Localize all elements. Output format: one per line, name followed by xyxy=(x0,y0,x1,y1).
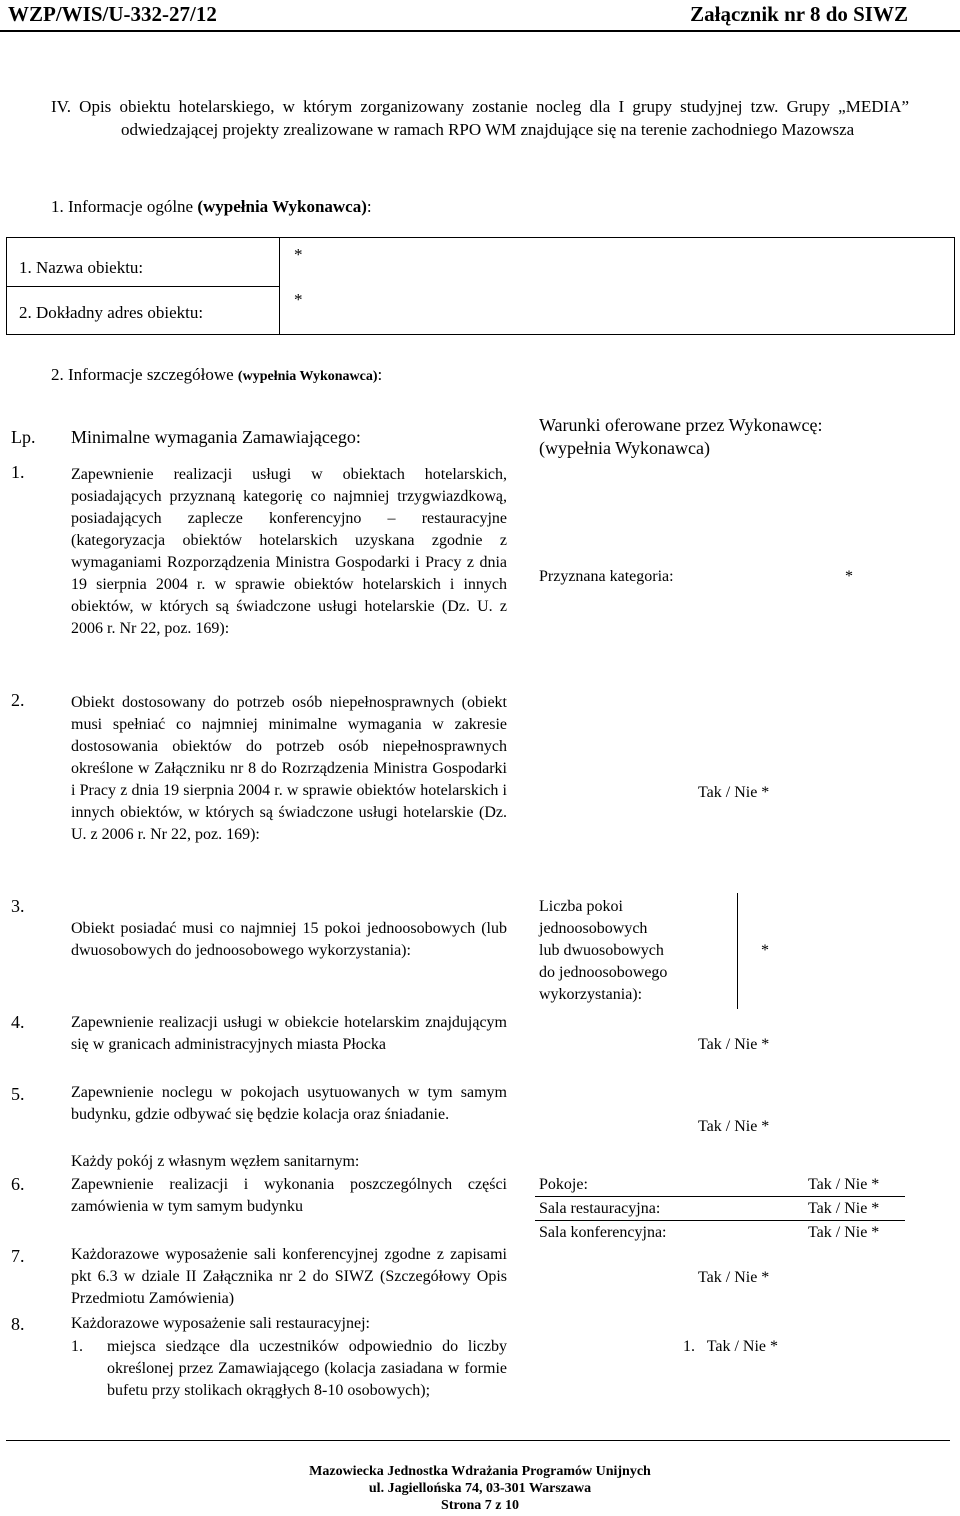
row-2-number: 2. xyxy=(11,690,25,710)
row-3-offer-label-line: lub dwuosobowych xyxy=(539,942,664,959)
section-detailed-colon: : xyxy=(377,365,383,384)
row-6-offer-rooms-value[interactable]: Tak / Nie * xyxy=(808,1176,880,1193)
column-header-conditions xyxy=(539,414,823,460)
row-3-offer-label xyxy=(539,896,667,1006)
section-detailed-note: (wypełnia Wykonawca) xyxy=(237,369,378,384)
intro-text: IV. Opis obiektu hotelarskiego, w którym zorganizowany zostanie nocleg dla I grupy studyjnej tzw. Grupy „MEDIA” odwiedzającej projekty zrealizowane w ramach RPO WM znajdujące się na terenie zachodniego Mazowsza xyxy=(51,97,909,139)
footer-page-number: Strona 7 z 10 xyxy=(441,1498,519,1513)
general-table-divider xyxy=(279,238,280,334)
column-header-requirements: Minimalne wymagania Zamawiającego: xyxy=(71,427,361,447)
document-code: WZP/WIS/U-332-27/12 xyxy=(8,2,217,26)
row-1-number: 1. xyxy=(11,462,25,482)
row-2-offer[interactable]: Tak / Nie * xyxy=(698,784,770,801)
row-6-offer-rule xyxy=(535,1220,905,1221)
footer-organization: Mazowiecka Jednostka Wdrażania Programów Unijnych xyxy=(309,1464,651,1479)
row-7-offer[interactable]: Tak / Nie * xyxy=(698,1269,770,1286)
row-3-number: 3. xyxy=(11,896,25,916)
row-7-requirement: Każdorazowe wyposażenie sali konferencyjnej zgodne z zapisami pkt 6.3 w dziale II Załącznika nr 2 do SIWZ (Szczegółowy Opis Przedmiotu Zamówienia) xyxy=(71,1246,507,1307)
row-1-requirement: Zapewnienie realizacji usługi w obiektach hotelarskich, posiadających przyznaną kategorię co najmniej trzygwiazdkową, posiadających zaplecze konferencyjno – restauracyjne (kategoryzacja obiektów hotelarskich uzyskana zgodnie z wymaganiami Rozporządzenia Ministra Gospodarki i Pracy z dnia 19 sierpnia 2004 r. w sprawie obiektów hotelarskich i innych obiektów, w których są świadczone usługi hotelarskie (Dz. U. z 2006 r. Nr 22, poz. 169): xyxy=(71,466,507,637)
object-name-label: 1. Nazwa obiektu: xyxy=(19,258,144,277)
row-7-number: 7. xyxy=(11,1246,25,1266)
row-4-number: 4. xyxy=(11,1012,25,1032)
row-4-offer[interactable]: Tak / Nie * xyxy=(698,1036,770,1053)
row-6-offer-rule xyxy=(535,1196,905,1197)
row-3-offer-label-line: jednoosobowych xyxy=(539,920,648,937)
object-address-label: 2. Dokładny adres obiektu: xyxy=(19,303,204,322)
row-6-number: 6. xyxy=(11,1174,25,1194)
row-6-offer-conference-label: Sala konferencyjna: xyxy=(539,1224,667,1241)
row-3-offer-label-line: wykorzystania): xyxy=(539,986,643,1003)
section-detailed-info xyxy=(51,363,382,388)
header-rule xyxy=(0,30,960,32)
row-2-requirement: Obiekt dostosowany do potrzeb osób niepełnosprawnych (obiekt musi spełniać co najmniej minimalne wymagania w zakresie dostosowania obiektów do potrzeb osób niepełnosprawnych określone w Załączniku nr 8 do Rozrządzenia Ministra Gospodarki i Pracy z dnia 19 sierpnia 2004 r. w sprawie obiektów hotelarskich i innych obiektów, w których są świadczone usługi hotelarskie (Dz. U. z 2006 r. Nr 22, poz. 169): xyxy=(71,694,507,843)
section-general-colon: : xyxy=(366,197,372,216)
footer-address: ul. Jagiellońska 74, 03-301 Warszawa xyxy=(368,1481,592,1496)
section-general-info xyxy=(51,195,372,218)
row-8-requirement: Każdorazowe wyposażenie sali restauracyjnej: xyxy=(71,1315,370,1332)
general-table-row-divider xyxy=(7,286,279,287)
row-6-offer-restaurant-value[interactable]: Tak / Nie * xyxy=(808,1200,880,1217)
object-address-field[interactable]: * xyxy=(294,290,303,309)
row-4-requirement: Zapewnienie realizacji usługi w obiekcie hotelarskim znajdującym się w granicach administracyjnych miasta Płocka xyxy=(71,1014,507,1053)
row-5-number: 5. xyxy=(11,1084,25,1104)
general-info-table xyxy=(6,237,955,335)
conditions-header-line1: Warunki oferowane przez Wykonawcę: xyxy=(539,415,823,435)
row-8-sub-requirement: miejsca siedzące dla uczestników odpowiednio do liczby określonej przez Zamawiającego (kolacja zasiadana w formie bufetu przy stolikach okrągłych 8-10 osobowych); xyxy=(107,1338,507,1399)
row-8-number: 8. xyxy=(11,1314,25,1334)
footer-rule xyxy=(6,1440,950,1441)
row-6-offer-restaurant-label: Sala restauracyjna: xyxy=(539,1200,661,1217)
intro-heading xyxy=(51,95,909,141)
row-5-requirement: Zapewnienie noclegu w pokojach usytuowanych w tym samym budynku, gdzie odbywać się będzie kolacja oraz śniadanie. xyxy=(71,1084,507,1123)
row-3-requirement: Obiekt posiadać musi co najmniej 15 pokoi jednoosobowych (lub dwuosobowych do jednoosobowego wykorzystania): xyxy=(71,920,507,959)
row-1-offer-label: Przyznana kategoria: xyxy=(539,568,674,585)
object-name-field[interactable]: * xyxy=(294,245,303,264)
section-general-note: (wypełnia Wykonawca) xyxy=(197,197,367,216)
row-6-offer-rooms-label: Pokoje: xyxy=(539,1176,588,1193)
row-8-sub-number: 1. xyxy=(71,1338,83,1355)
row-3-offer-label-line: Liczba pokoi xyxy=(539,898,623,915)
row-3-offer-value[interactable]: * xyxy=(761,942,769,959)
row-3-offer-divider xyxy=(737,893,738,1009)
section-detailed-label: 2. Informacje szczegółowe xyxy=(51,365,238,384)
column-header-lp: Lp. xyxy=(11,427,36,447)
row-5-offer[interactable]: Tak / Nie * xyxy=(698,1118,770,1135)
row-5-requirement-note: Każdy pokój z własnym węzłem sanitarnym: xyxy=(71,1153,360,1170)
row-8-offer[interactable]: 1. Tak / Nie * xyxy=(683,1338,779,1355)
row-6-requirement: Zapewnienie realizacji i wykonania poszczególnych części zamówienia w tym samym budynku xyxy=(71,1176,507,1215)
section-general-label: 1. Informacje ogólne xyxy=(51,197,198,216)
attachment-label: Załącznik nr 8 do SIWZ xyxy=(690,2,908,26)
row-1-offer-value[interactable]: * xyxy=(845,568,853,585)
row-3-offer-label-line: do jednoosobowego xyxy=(539,964,668,981)
conditions-header-line2: (wypełnia Wykonawca) xyxy=(539,438,711,458)
row-6-offer-conference-value[interactable]: Tak / Nie * xyxy=(808,1224,880,1241)
